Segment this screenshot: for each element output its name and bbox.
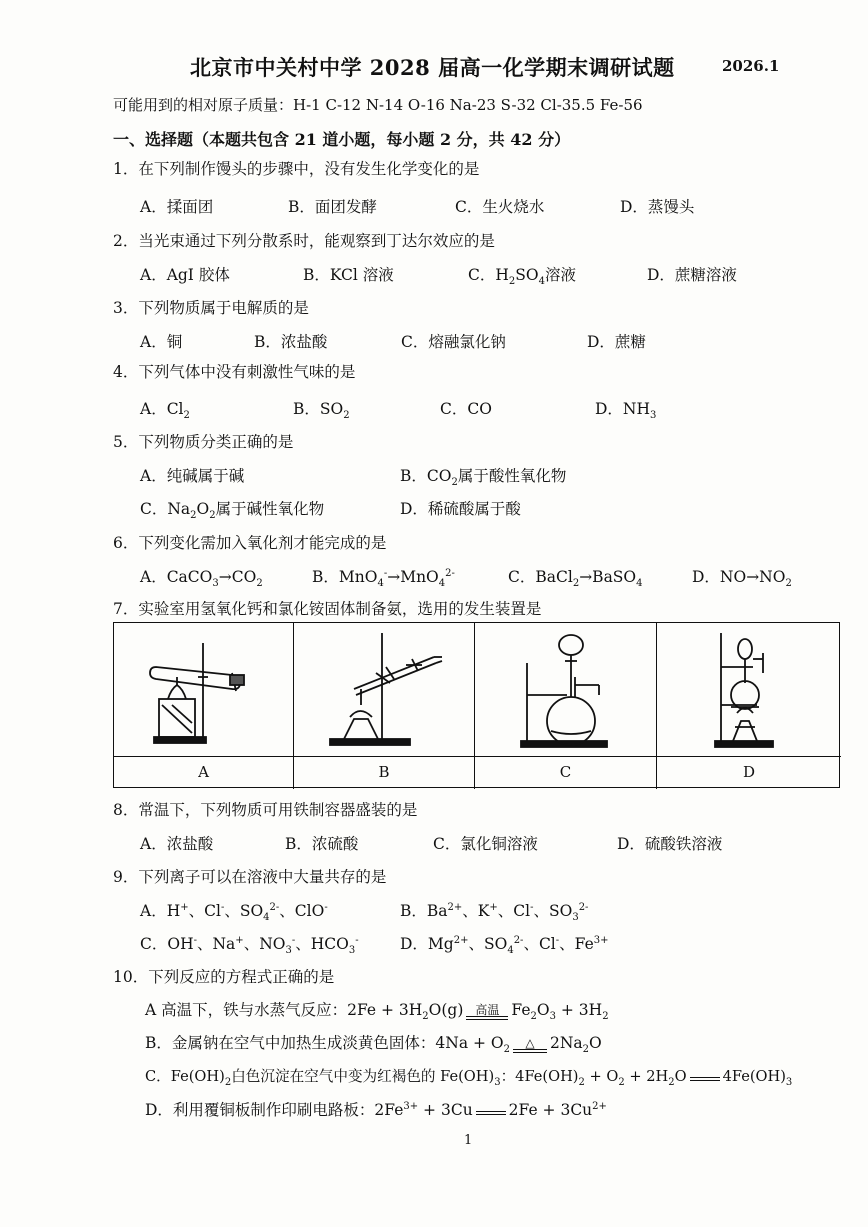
q8-option-c: C．氯化铜溶液 <box>433 835 538 853</box>
q4-option-d: D．$NH_3$ <box>595 400 657 422</box>
question-10-stem: 10．下列反应的方程式正确的是 <box>113 968 335 986</box>
q8-option-a: A．浓盐酸 <box>140 835 214 853</box>
q1-option-b: B．面团发酵 <box>288 198 377 216</box>
question-3-stem: 3．下列物质属于电解质的是 <box>113 299 309 317</box>
apparatus-c-image <box>475 623 656 757</box>
high-temperature-condition: 高温 <box>466 1004 508 1020</box>
heat-condition: △ <box>513 1037 547 1053</box>
exam-title: 北京市中关村中学 2028 届高一化学期末调研试题 <box>190 55 675 80</box>
q8-option-b: B．浓硫酸 <box>285 835 359 853</box>
q6-option-d: D．$NO\to NO_2$ <box>692 568 792 590</box>
q3-option-b: B．浓盐酸 <box>254 333 328 351</box>
atomic-masses: 可能用到的相对原子质量：H-1 C-12 N-14 O-16 Na-23 S-32 Cl-35.5 Fe-56 <box>113 96 643 114</box>
equals-sign <box>690 1077 720 1081</box>
q6-option-c: C．BaCl$_2$→BaSO$_4$ <box>508 568 643 590</box>
q3-option-c: C．熔融氯化钠 <box>401 333 506 351</box>
q2-option-b: B．KCl 溶液 <box>303 266 394 284</box>
q8-option-d: D．硫酸铁溶液 <box>617 835 723 853</box>
page-number: 1 <box>464 1133 473 1148</box>
exam-date: 2026.1 <box>722 57 780 75</box>
apparatus-cell-c <box>475 623 657 789</box>
q5-option-a: A．纯碱属于碱 <box>140 467 245 485</box>
apparatus-b-image <box>294 623 474 757</box>
question-1-stem: 1．在下列制作馒头的步骤中，没有发生化学变化的是 <box>113 160 480 178</box>
question-9-stem: 9．下列离子可以在溶液中大量共存的是 <box>113 868 387 886</box>
question-8-stem: 8．常温下，下列物质可用铁制容器盛装的是 <box>113 801 418 819</box>
q1-option-d: D．蒸馒头 <box>620 198 695 216</box>
q9-option-a: A．H+、Cl-、$SO_4^{2-}$、ClO- <box>140 901 328 924</box>
apparatus-label-b: B <box>378 763 390 781</box>
q5-option-c: C．$Na_2O_2$属于碱性氧化物 <box>140 500 325 522</box>
q2-option-a: A．AgI 胶体 <box>140 266 230 284</box>
apparatus-cell-b <box>294 623 475 789</box>
q9-option-c: C．OH-、Na+、$NO_3^-$、$HCO_3^-$ <box>140 934 359 957</box>
q1-option-c: C．生火烧水 <box>455 198 545 216</box>
apparatus-label-a: A <box>198 763 209 781</box>
q4-option-b: B．$SO_2$ <box>293 400 350 422</box>
q10-option-b: B．金属钠在空气中加热生成淡黄色固体：$4Na + O_2$ △ $2Na_2O$ <box>145 1034 602 1056</box>
q10-option-a: A 高温下，铁与水蒸气反应：$2Fe + 3H_2O(g)$ 高温 $Fe_2O_3 + 3H_2$ <box>145 1001 609 1023</box>
apparatus-cell-a <box>114 623 294 789</box>
q2-option-c: C．$H_2SO_4$溶液 <box>468 266 576 288</box>
question-7-stem: 7．实验室用氢氧化钙和氯化铵固体制备氨，选用的发生装置是 <box>113 600 542 618</box>
q9-option-d: D．$Mg^{2+}$、$SO_4^{2-}$、Cl-、$Fe^{3+}$ <box>400 934 609 957</box>
q10-option-c: C．$Fe(OH)_2$白色沉淀在空气中变为红褐色的 $Fe(OH)_3$：$4Fe(OH)_2 + O_2 + 2H_2O$ $4Fe(OH)_3$ <box>145 1068 793 1088</box>
question-4-stem: 4．下列气体中没有刺激性气味的是 <box>113 363 356 381</box>
q3-option-d: D．蔗糖 <box>587 333 646 351</box>
equals-sign <box>476 1111 506 1115</box>
apparatus-table <box>113 622 840 788</box>
section-title: 一、选择题（本题共包含 21 道小题，每小题 2 分，共 42 分） <box>113 130 571 149</box>
apparatus-a-image <box>114 623 293 757</box>
q9-option-b: B．$Ba^{2+}$、K+、Cl-、$SO_3^{2-}$ <box>400 901 589 924</box>
q6-option-b: B．MnO$_4$-→MnO$_4^{2-}$ <box>312 567 455 590</box>
apparatus-label-d: D <box>742 763 756 781</box>
apparatus-d-image <box>657 623 841 757</box>
q1-option-a: A．揉面团 <box>140 198 214 216</box>
q10-option-d: D．利用覆铜板制作印刷电路板：$2Fe^{3+} + 3Cu$ $2Fe + 3Cu^{2+}$ <box>145 1100 607 1119</box>
q5-option-d: D．稀硫酸属于酸 <box>400 500 521 518</box>
apparatus-label-c: C <box>559 763 572 781</box>
q4-option-a: A．$Cl_2$ <box>140 400 190 422</box>
q6-option-a: A．$CaCO_3\to CO_2$ <box>140 568 263 590</box>
q2-option-d: D．蔗糖溶液 <box>647 266 737 284</box>
question-2-stem: 2．当光束通过下列分散系时，能观察到丁达尔效应的是 <box>113 232 495 250</box>
question-6-stem: 6．下列变化需加入氧化剂才能完成的是 <box>113 534 387 552</box>
q4-option-c: C．CO <box>440 400 492 418</box>
apparatus-cell-d <box>657 623 841 789</box>
question-5-stem: 5．下列物质分类正确的是 <box>113 433 294 451</box>
q3-option-a: A．铜 <box>140 333 183 351</box>
q5-option-b: B．$CO_2$属于酸性氧化物 <box>400 467 567 489</box>
